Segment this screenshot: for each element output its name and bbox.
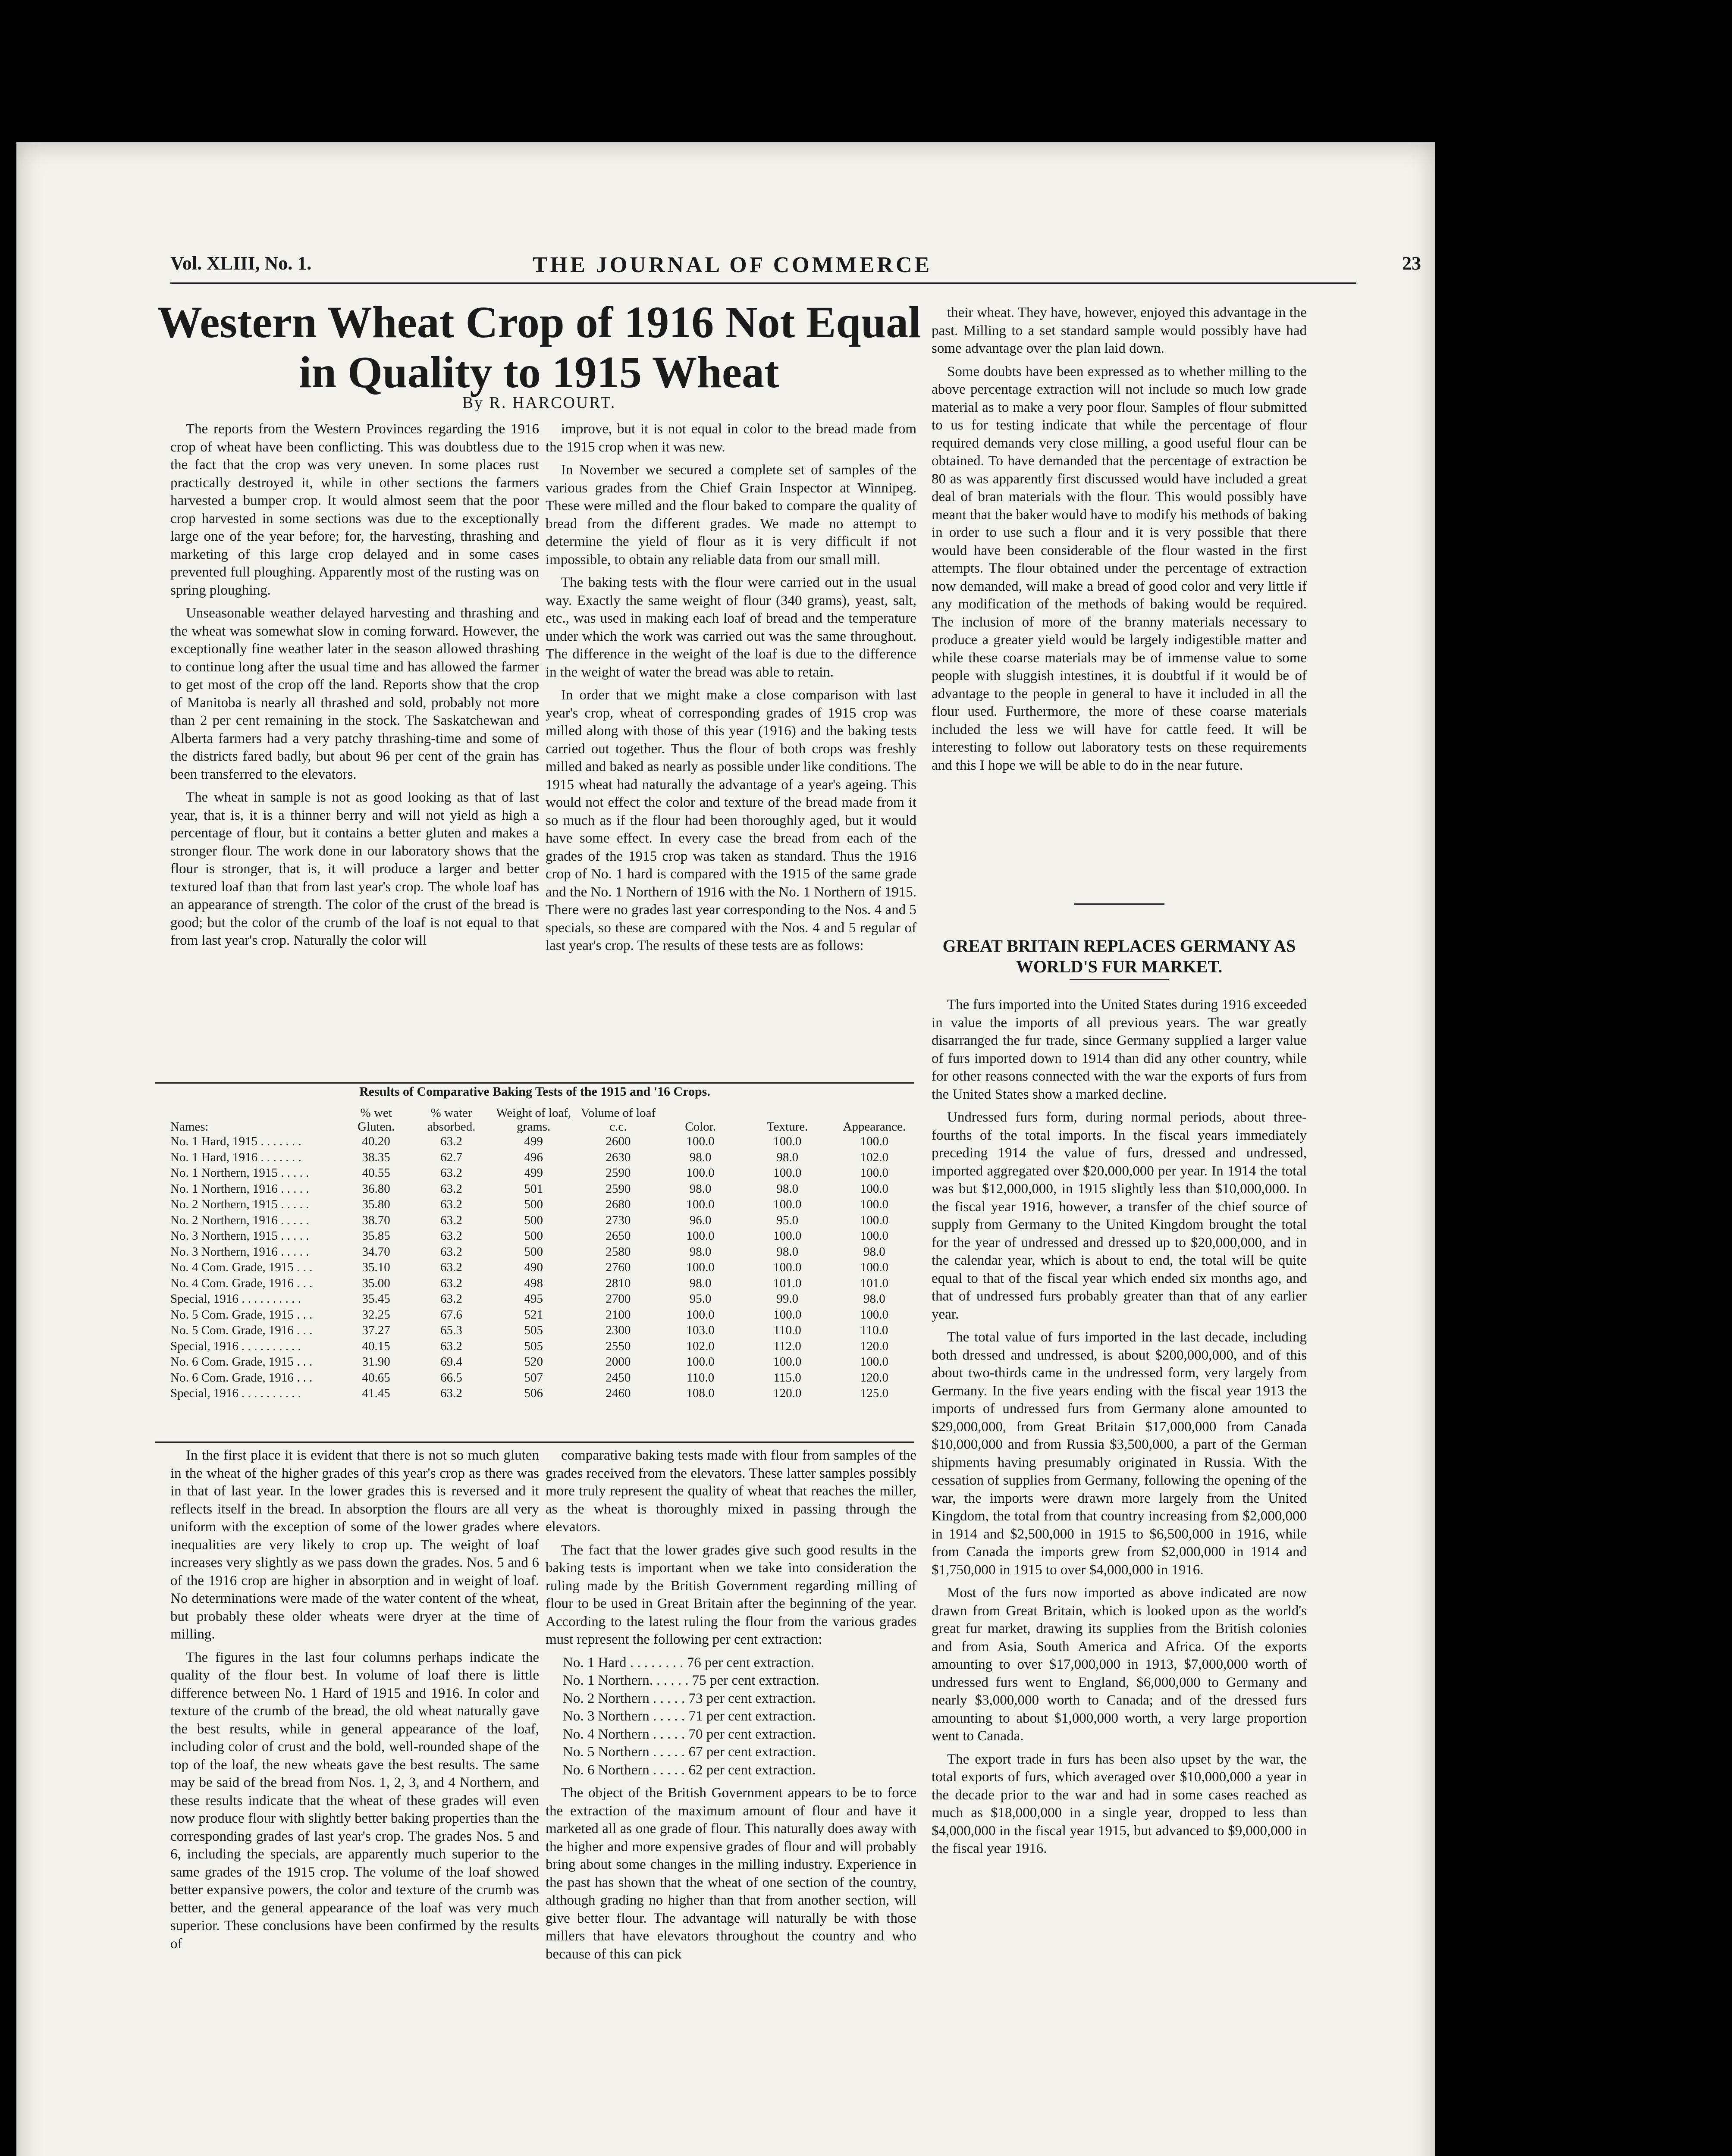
table-cell: 100.0 [773,1307,802,1322]
table-cell: 63.2 [440,1229,462,1243]
paragraph: In November we secured a complete set of samples of the various grades from the Chief Grain Inspector at Winnipeg. These were milled and the flour baked to compare the quality of bread from the different grades. We made no attempt to determine the yield of flour as it is very difficult if not impossible, to obtain any reliable data from our small mill. [546,462,916,567]
table-row [155,1260,914,1275]
table-cell: 65.3 [440,1323,462,1337]
paragraph: The fact that the lower grades give such good results in the baking tests is important when we take into consideration the ruling made by the British Government regarding milling of flour to be used in Great Britain after the beginning of the year. According to the latest ruling the flour from the various grades must represent the following per cent extraction: [546,1542,916,1647]
table-cell: 41.45 [362,1386,390,1400]
list-item: No. 2 Northern . . . . . 73 per cent extraction. [563,1690,816,1706]
table-cell: 102.0 [860,1150,888,1164]
table-cell: 2460 [606,1386,631,1400]
table-cell: 35.80 [362,1197,390,1211]
table-cell: 100.0 [860,1134,888,1148]
paragraph: comparative baking tests made with flour from samples of the grades received from the elevators. These latter samples possibly more truly represent the quality of wheat that reaches the miller, as the wheat is thoroughly mixed in passing through the elevators. [546,1448,916,1535]
table-cell: 38.35 [362,1150,390,1164]
table-cell: 2630 [606,1150,631,1164]
table-bottom-rule [155,1442,914,1443]
table-cell: 63.2 [440,1166,462,1180]
table-cell: 95.0 [776,1213,799,1227]
table-cell: Special, 1916 . . . . . . . . . . [170,1292,301,1306]
table-cell: No. 4 Com. Grade, 1915 . . . [170,1260,313,1274]
header-gluten: % wet Gluten. [358,1106,395,1134]
table-cell: 100.0 [686,1307,715,1322]
table-row [155,1275,914,1291]
table-cell: 98.0 [689,1150,712,1164]
table-row [155,1165,914,1181]
table-cell: 2000 [606,1355,631,1369]
page-number: 23 [1402,253,1421,274]
fur-market-headline: GREAT BRITAIN REPLACES GERMANY AS WORLD'S FUR MARKET. [942,936,1296,976]
table-cell: 2450 [606,1370,631,1385]
header-weight: Weight of loaf, grams. [496,1106,571,1134]
header-texture: Texture. [766,1120,808,1134]
table-cell: 96.0 [689,1213,712,1227]
paragraph: Most of the furs now imported as above indicated are now drawn from Great Britain, which is looked upon as the world's great fur market, drawing its supplies from the British colonies and from Asia, South America and Africa. Of the exports amounting to over $17,000,000 in 1913, $7,000,000 worth of undressed furs went to England, $6,000,000 to Germany and nearly $3,000,000 worth to Canada; and of the dressed furs amounting to about $1,000,000 worth, a very large proportion went to Canada. [932,1585,1307,1744]
table-cell: 500 [524,1197,543,1211]
table-cell: No. 3 Northern, 1916 . . . . . [170,1244,309,1259]
table-cell: 2700 [606,1292,631,1306]
table-cell: 103.0 [686,1323,715,1337]
paragraph: The object of the British Government appears to be to force the extraction of the maximum amount of flour and have it marketed all as one grade of flour. This naturally does away with the higher and more expensive grades of flour and will probably bring about some changes in the milling industry. Experience in the past has shown that the wheat of one section of the country, although grading no higher than that from another section, will give better flour. The advantage will naturally be with those millers that have elevators throughout the country and who because of this can pick [546,1785,916,1962]
table-cell: 125.0 [860,1386,888,1400]
paragraph: The wheat in sample is not as good looking as that of last year, that is, it is a thinner berry and will not yield as high a percentage of flour, but it contains a better gluten and makes a stronger flour. The work done in our laboratory shows that the flour is stronger, that is, it will produce a larger and better textured loaf than that from last year's crop. The whole loaf has an appearance of strength. The color of the crust of the bread is good; but the color of the crumb of the loaf is not equal to that from last year's crop. Naturally the color will [170,790,539,948]
article-headline: Western Wheat Crop of 1916 Not Equal in Quality to 1915 Wheat [157,298,921,397]
table-cell: 66.5 [440,1370,462,1385]
paragraph: In order that we might make a close comparison with last year's crop, wheat of corresponding grades of 1915 crop was milled along with those of this year (1916) and the baking tests carried out together. Thus the flour of both crops was freshly milled and baked as nearly as possible under like conditions. The 1915 wheat had naturally the advantage of a year's ageing. This would not effect the color and texture of the bread made from it so much as if the flour had been thoroughly aged, but it would have some effect. In every case the bread from each of the grades of the 1915 crop was taken as standard. Thus the 1916 crop of No. 1 hard is compared with the 1915 of the same grade and the No. 1 Northern of 1916 with the No. 1 Northern of 1915. There were no grades last year corresponding to the Nos. 4 and 5 specials, so these are compared with the Nos. 4 and 5 regular of last year's crop. The results of these tests are as follows: [546,687,916,953]
table-cell: 100.0 [860,1229,888,1243]
table-cell: 112.0 [773,1339,801,1353]
table-cell: 100.0 [686,1229,715,1243]
table-cell: 507 [524,1370,543,1385]
article-byline: By R. HARCOURT. [462,394,616,412]
masthead-rule [170,282,1356,284]
header-names: Names: [170,1120,209,1134]
table-row [155,1338,914,1354]
table-cell: 505 [524,1339,543,1353]
list-item: No. 6 Northern . . . . . 62 per cent extraction. [563,1762,816,1778]
paragraph: The export trade in furs has been also upset by the war, the total exports of furs, which averaged over $10,000,000 a year in the decade prior to the war and had in some cases reached as much as $18,000,000 in a single year, dropped to less than $4,000,000 in the fiscal year 1915, but advanced to $9,000,000 in the fiscal year 1916. [932,1751,1307,1856]
table-row [155,1150,914,1166]
table-cell: 98.0 [689,1276,712,1290]
table-cell: 98.0 [776,1244,799,1259]
table-cell: 100.0 [773,1355,802,1369]
paragraph: In the first place it is evident that there is not so much gluten in the wheat of the higher grades of this year's crop as there was in that of last year. In the lower grades this is reversed and it reflects itself in the bread. In absorption the flours are all very uniform with the exception of some of the lower grades where inequalities are very likely to crop up. The weight of loaf increases very slightly as we pass down the grades. Nos. 5 and 6 of the 1916 crop are higher in absorption and in weight of loaf. No determinations were made of the water content of the wheat, but probably these older wheats were dryer at the time of milling. [170,1448,539,1642]
table-cell: 500 [524,1244,543,1259]
table-top-rule [155,1082,914,1084]
table-cell: 501 [524,1181,543,1196]
table-cell: 506 [524,1386,543,1400]
table-cell: 67.6 [440,1307,462,1322]
table-cell: 99.0 [776,1292,799,1306]
table-cell: 2580 [606,1244,631,1259]
table-row [155,1370,914,1386]
table-cell: No. 1 Hard, 1916 . . . . . . . [170,1150,301,1164]
table-cell: 63.2 [440,1244,462,1259]
article-column-1-continued [170,1447,539,1958]
table-cell: 115.0 [773,1370,801,1385]
baking-results-table [155,1084,914,1442]
article-column-1 [170,420,539,955]
table-cell: 2550 [606,1339,631,1353]
table-cell: 500 [524,1213,543,1227]
table-cell: 496 [524,1150,543,1164]
table-cell: 31.90 [362,1355,390,1369]
section-divider [1074,903,1164,905]
table-cell: 2300 [606,1323,631,1337]
list-item: No. 1 Hard . . . . . . . . 76 per cent extraction. [563,1655,814,1670]
table-cell: 100.0 [860,1355,888,1369]
table-cell: 2680 [606,1197,631,1211]
table-row [155,1228,914,1244]
table-cell: 32.25 [362,1307,390,1322]
paragraph: Undressed furs form, during normal periods, about three-fourths of the total imports. In the fiscal years immediately preceding 1914 the value of furs, dressed and undressed, imported aggregated over $20,000,000 per year. In 1914 the total was but $12,000,000, in 1915 slightly less than $10,000,000. In the fiscal year 1916, however, a transfer of the chief source of supply from Germany to the United Kingdom brought the total for the year of undressed and dressed up to $20,000,000, and in the calendar year, which is about to end, the total will be quite equal to that of the fiscal year which ended six months ago, and that of undressed furs probably greater than that of any earlier year. [932,1109,1307,1322]
table-cell: 34.70 [362,1244,390,1259]
publication-title: THE JOURNAL OF COMMERCE [533,253,932,277]
table-cell: 100.0 [860,1181,888,1196]
table-cell: 499 [524,1134,543,1148]
table-row [155,1197,914,1213]
table-cell: 100.0 [860,1213,888,1227]
table-header-row [155,1106,914,1134]
table-cell: 100.0 [686,1166,715,1180]
header-absorbed: % water absorbed. [427,1106,476,1134]
table-cell: 100.0 [773,1134,802,1148]
table-cell: 2760 [606,1260,631,1274]
table-cell: 102.0 [686,1339,715,1353]
table-cell: 100.0 [773,1229,802,1243]
masthead [170,252,1421,282]
table-cell: No. 1 Hard, 1915 . . . . . . . [170,1134,301,1148]
table-cell: 40.15 [362,1339,390,1353]
paragraph: their wheat. They have, however, enjoyed this advantage in the past. Milling to a set standard sample would possibly have had some advantage over the plan laid down. [932,305,1307,356]
table-cell: 100.0 [686,1197,715,1211]
list-item: No. 4 Northern . . . . . 70 per cent extraction. [563,1726,816,1742]
table-cell: 98.0 [776,1181,799,1196]
table-cell: 2590 [606,1181,631,1196]
table-cell: 2590 [606,1166,631,1180]
table-row [155,1291,914,1307]
table-cell: 40.65 [362,1370,390,1385]
headline-underline [1070,979,1169,980]
table-title: Results of Comparative Baking Tests of the 1915 and '16 Crops. [359,1084,710,1099]
paragraph: The furs imported into the United States during 1916 exceeded in value the imports of all previous years. The war greatly disarranged the fur trade, since Germany supplied a larger value of furs imported down to 1914 than did any other country, while for other reasons connected with the war the exports of furs from the United States show a marked decline. [932,997,1307,1102]
table-cell: 2600 [606,1134,631,1148]
table-cell: 63.2 [440,1276,462,1290]
table-cell: 95.0 [689,1292,712,1306]
table-cell: 40.20 [362,1134,390,1148]
header-color: Color. [685,1120,716,1134]
table-cell: 495 [524,1292,543,1306]
table-cell: Special, 1916 . . . . . . . . . . [170,1386,301,1400]
table-cell: 63.2 [440,1386,462,1400]
table-cell: 98.0 [689,1244,712,1259]
paragraph: improve, but it is not equal in color to the bread made from the 1915 crop when it was new. [546,421,916,455]
fur-article-body [932,996,1307,1863]
table-cell: 499 [524,1166,543,1180]
table-cell: 98.0 [689,1181,712,1196]
header-appearance: Appearance. [843,1120,906,1134]
table-cell: 98.0 [863,1244,885,1259]
results-table [155,1106,914,1401]
table-cell: 110.0 [773,1323,801,1337]
table-cell: 490 [524,1260,543,1274]
table-cell: 98.0 [776,1150,799,1164]
table-cell: 63.2 [440,1339,462,1353]
table-cell: No. 6 Com. Grade, 1916 . . . [170,1370,313,1385]
table-cell: No. 5 Com. Grade, 1916 . . . [170,1323,313,1337]
table-row [155,1244,914,1260]
table-cell: 100.0 [773,1197,802,1211]
table-cell: 2100 [606,1307,631,1322]
article-column-3 [932,304,1307,780]
list-item: No. 5 Northern . . . . . 67 per cent extraction. [563,1744,816,1760]
table-row [155,1385,914,1401]
table-cell: 100.0 [686,1260,715,1274]
table-cell: 101.0 [860,1276,888,1290]
table-cell: 101.0 [773,1276,802,1290]
table-cell: 62.7 [440,1150,462,1164]
paragraph: Some doubts have been expressed as to whether milling to the above percentage extraction will not include so much low grade material as to make a very poor flour. Samples of flour submitted to us for testing indicate that while the percentage of flour required demands very close milling, a good useful flour can be obtained. To have demanded that the percentage of extraction be 80 as was apparently first discussed would have included a great deal of bran materials with the flour. This would possibly have meant that the baker would have to modify his methods of baking in order to use such a flour and it is very possible that there would have been considerable of the flour wasted in the first attempts. The flour obtained under the percentage of extraction now demanded, will make a bread of good color and very little if any modification of the methods of baking would be required. The inclusion of more of the branny materials necessary to produce a greater yield would be largely indigestible matter and while these coarse materials may be of immense value to some people with sluggish intestines, it is doubtful if it would be of advantage to the people in general to have it included in all the flour used. Furthermore, the more of these coarse materials included the less we will have for cattle feed. It will be interesting to follow out laboratory tests on these requirements and this I hope we will be able to do in the near future. [932,364,1307,773]
table-cell: 2730 [606,1213,631,1227]
table-cell: 69.4 [440,1355,462,1369]
table-cell: 100.0 [860,1166,888,1180]
table-cell: 35.00 [362,1276,390,1290]
paragraph: The reports from the Western Provinces regarding the 1916 crop of wheat have been conflicting. This was doubtless due to the fact that the crop was very uneven. In some places rust practically destroyed it, while in other sections the farmers harvested a bumper crop. It would almost seem that the poor crop harvested in some sections was due to the exceptionally large one of the year before; for, the harvesting, thrashing and marketing of this large crop delayed and in some cases prevented full ploughing. Apparently most of the rusting was on spring ploughing. [170,421,539,598]
table-cell: No. 6 Com. Grade, 1915 . . . [170,1355,313,1369]
table-row [155,1354,914,1370]
table-cell: 100.0 [686,1134,715,1148]
table-cell: 38.70 [362,1213,390,1227]
table-cell: 63.2 [440,1134,462,1148]
table-cell: 110.0 [687,1370,715,1385]
table-row [155,1213,914,1228]
volume-number: Vol. XLIII, No. 1. [170,253,312,274]
table-cell: 100.0 [773,1166,802,1180]
table-cell: No. 3 Northern, 1915 . . . . . [170,1229,309,1243]
table-row [155,1134,914,1150]
table-cell: 63.2 [440,1213,462,1227]
table-cell: 120.0 [860,1370,888,1385]
table-cell: 498 [524,1276,543,1290]
article-column-2 [546,420,916,960]
table-cell: 63.2 [440,1260,462,1274]
table-cell: 120.0 [860,1339,888,1353]
table-cell: 36.80 [362,1181,390,1196]
table-cell: 108.0 [686,1386,715,1400]
table-cell: 100.0 [860,1197,888,1211]
table-cell: 100.0 [773,1260,802,1274]
table-cell: 37.27 [362,1323,390,1337]
table-cell: No. 5 Com. Grade, 1915 . . . [170,1307,313,1322]
table-cell: No. 2 Northern, 1916 . . . . . [170,1213,309,1227]
table-cell: 35.10 [362,1260,390,1274]
table-cell: No. 1 Northern, 1916 . . . . . [170,1181,309,1196]
table-cell: 40.55 [362,1166,390,1180]
table-cell: 35.45 [362,1292,390,1306]
table-cell: 505 [524,1323,543,1337]
table-cell: 100.0 [686,1355,715,1369]
table-cell: No. 2 Northern, 1915 . . . . . [170,1197,309,1211]
table-cell: 110.0 [860,1323,888,1337]
table-cell: Special, 1916 . . . . . . . . . . [170,1339,301,1353]
table-cell: 63.2 [440,1292,462,1306]
table-cell: 98.0 [863,1292,885,1306]
table-cell: 2810 [606,1276,631,1290]
paragraph: The baking tests with the flour were carried out in the usual way. Exactly the same weight of flour (340 grams), yeast, salt, etc., was used in making each loaf of bread and the temperature under which the work was carried out was the same throughout. The difference in the weight of the loaf is due to the difference in the weight of water the bread was able to retain. [546,575,916,680]
table-cell: 520 [524,1355,543,1369]
table-cell: 63.2 [440,1181,462,1196]
table-cell: 63.2 [440,1197,462,1211]
table-cell: 100.0 [860,1307,888,1322]
table-row [155,1307,914,1323]
table-body [155,1134,914,1401]
table-cell: 120.0 [773,1386,802,1400]
table-cell: No. 4 Com. Grade, 1916 . . . [170,1276,313,1290]
table-cell: No. 1 Northern, 1915 . . . . . [170,1166,309,1180]
list-item: No. 1 Northern. . . . . . 75 per cent extraction. [563,1673,819,1688]
table-cell: 35.85 [362,1229,390,1243]
list-item: No. 3 Northern . . . . . 71 per cent extraction. [563,1708,816,1724]
table-cell: 521 [524,1307,543,1322]
table-row [155,1322,914,1338]
table-cell: 2650 [606,1229,631,1243]
paragraph: Unseasonable weather delayed harvesting and thrashing and the wheat was somewhat slow in coming forward. However, the exceptionally fine weather later in the season allowed thrashing to continue long after the usual time and has allowed the farmer to get most of the crop off the land. Reports show that the crop of Manitoba is nearly all thrashed and sold, probably not more than 2 per cent remaining in the stock. The Saskatchewan and Alberta farmers had a very patchy thrashing-time and some of the districts fared badly, but about 96 per cent of the grain has been transferred to the elevators. [170,605,539,782]
table-row [155,1181,914,1197]
extraction-rates-list [546,1654,916,1780]
paragraph: The figures in the last four columns perhaps indicate the quality of the flour best. In volume of loaf there is little difference between No. 1 Hard of 1915 and 1916. In color and texture of the crumb of the bread, the old wheat naturally gave the best results, while in general appearance of the loaf, including color of crust and the bold, well-rounded shape of the top of the loaf, the new wheats gave the best results. The same may be said of the bread from Nos. 1, 2, 3, and 4 Northern, and these results indicate that the wheat of these grades will even now produce flour with slightly better baking properties than the corresponding grades of last year's crop. The grades Nos. 5 and 6, including the specials, are apparently much superior to the same grades of the 1915 crop. The volume of the loaf showed better expansive powers, the color and texture of the crumb was better, and the general appearance of the loaf was very much superior. These conclusions have been confirmed by the results of [170,1649,539,1952]
header-volume: Volume of loaf c.c. [580,1106,656,1134]
table-cell: 500 [524,1229,543,1243]
table-cell: 100.0 [860,1260,888,1274]
paragraph: The total value of furs imported in the last decade, including both dressed and undressed, is about $200,000,000, and of this about two-thirds came in the undressed form, very largely from Germany. In the five years ending with the fiscal year 1913 the imports of undressed furs from Germany alone amounted to $29,000,000, from Great Britain $17,000,000 from Canada $10,000,000 and from Russia $3,500,000, a part of the German shipments having presumably originated in Russia. With the cessation of supplies from Germany, following the opening of the war, the imports were drawn more largely from the United Kingdom, the total from that country increasing from $2,000,000 in 1914 and $2,500,000 in 1915 to $6,500,000 in 1916, while from Canada the imports grew from $2,000,000 in 1914 and $1,750,000 in 1915 to over $4,000,000 in 1916. [932,1329,1307,1578]
article-column-2-continued [546,1447,916,1968]
